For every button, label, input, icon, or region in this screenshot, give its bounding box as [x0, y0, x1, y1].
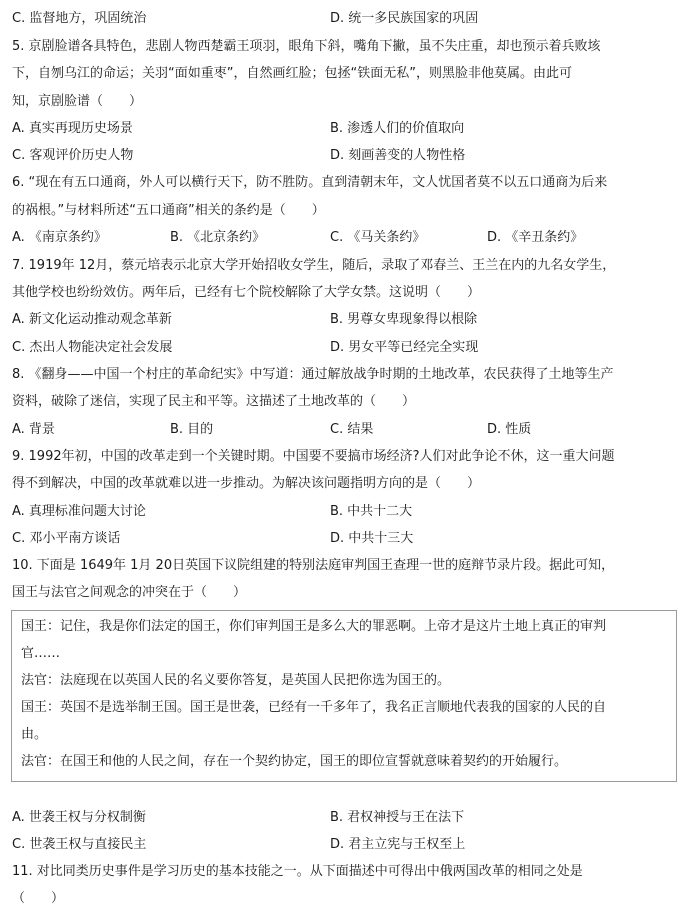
q7-stem-line-2: 其他学校也纷纷效仿。两年后，已经有七个院校解除了大学女禁。这说明（ ）: [12, 285, 481, 300]
q9-option-d[interactable]: D. 中共十三大: [330, 531, 414, 546]
q7-option-c[interactable]: C. 杰出人物能决定社会发展: [12, 340, 173, 355]
q10-stem-line-2: 国王与法官之间观念的冲突在于（ ）: [12, 585, 247, 600]
q4-option-c[interactable]: C. 监督地方，巩固统治: [12, 11, 147, 26]
q9-option-b[interactable]: B. 中共十二大: [330, 504, 413, 519]
dialogue-line-6: 法官：在国王和他的人民之间，存在一个契约协定，国王的即位宣誓就意味着契约的开始履行。: [21, 754, 568, 769]
q10-option-a[interactable]: A. 世袭王权与分权制衡: [12, 810, 146, 825]
q8-stem-line-1: 8. 《翻身——中国一个村庄的革命纪实》中写道：通过解放战争时期的土地改革，农民获得了土地等生产: [12, 367, 614, 382]
q5-option-c[interactable]: C. 客观评价历史人物: [12, 148, 134, 163]
q11-stem-line-2: （ ）: [12, 891, 65, 906]
q5-stem-line-3: 知，京剧脸谱（ ）: [12, 94, 143, 109]
q5-option-a[interactable]: A. 真实再现历史场景: [12, 121, 133, 136]
q6-option-d[interactable]: D. 《辛丑条约》: [487, 230, 584, 245]
q9-option-a[interactable]: A. 真理标准问题大讨论: [12, 504, 146, 519]
q10-option-c[interactable]: C. 世袭王权与直接民主: [12, 837, 147, 852]
dialogue-line-2: 官……: [21, 646, 61, 661]
q8-option-c[interactable]: C. 结果: [330, 422, 374, 437]
q6-option-a[interactable]: A. 《南京条约》: [12, 230, 107, 245]
q7-option-d[interactable]: D. 男女平等已经完全实现: [330, 340, 479, 355]
q8-stem-line-2: 资料，破除了迷信，实现了民主和平等。这描述了土地改革的（ ）: [12, 394, 416, 409]
dialogue-line-1: 国王：记住，我是你们法定的国王，你们审判国王是多么大的罪恶啊。上帝才是这片土地上真正的审判: [21, 619, 607, 634]
q5-option-b[interactable]: B. 渗透人们的价值取向: [330, 121, 465, 136]
dialogue-line-3: 法官：法庭现在以英国人民的名义要你答复，是英国人民把你选为国王的。: [21, 673, 451, 688]
q6-option-b[interactable]: B. 《北京条约》: [170, 230, 266, 245]
q10-option-d[interactable]: D. 君主立宪与王权至上: [330, 837, 466, 852]
q7-option-a[interactable]: A. 新文化运动推动观念革新: [12, 312, 172, 327]
q5-option-d[interactable]: D. 刻画善变的人物性格: [330, 148, 466, 163]
q8-option-a[interactable]: A. 背景: [12, 422, 55, 437]
q6-stem-line-2: 的祸根。”与材料所述“五口通商”相关的条约是（ ）: [12, 203, 325, 218]
q5-stem-line-1: 5. 京剧脸谱各具特色，悲剧人物西楚霸王项羽，眼角下斜，嘴角下撇，虽不失庄重，却也预示着兵败垓: [12, 39, 601, 54]
q8-option-d[interactable]: D. 性质: [487, 422, 532, 437]
q7-stem-line-1: 7. 1919年 12月，蔡元培表示北京大学开始招收女学生，随后，录取了邓春兰、王兰在内的九名女学生，: [12, 258, 616, 273]
q6-option-c[interactable]: C. 《马关条约》: [330, 230, 426, 245]
q8-option-b[interactable]: B. 目的: [170, 422, 214, 437]
q10-option-b[interactable]: B. 君权神授与王在法下: [330, 810, 465, 825]
dialogue-line-5: 由。: [21, 727, 48, 742]
q9-stem-line-2: 得不到解决，中国的改革就难以进一步推动。为解决该问题指明方向的是（ ）: [12, 476, 481, 491]
q6-stem-line-1: 6. “现在有五口通商，外人可以横行天下，防不胜防。直到清朝末年，文人忧国者莫不以五口通商为后来: [12, 175, 608, 190]
q7-option-b[interactable]: B. 男尊女卑现象得以根除: [330, 312, 478, 327]
q9-option-c[interactable]: C. 邓小平南方谈话: [12, 531, 121, 546]
q11-stem-line-1: 11. 对比同类历史事件是学习历史的基本技能之一。从下面描述中可得出中俄两国改革的相同之处是: [12, 864, 583, 879]
dialogue-line-4: 国王：英国不是选举制王国。国王是世袭，已经有一千多年了，我名正言顺地代表我的国家的人民的自: [21, 700, 607, 715]
q4-option-d[interactable]: D. 统一多民族国家的巩固: [330, 11, 479, 26]
q5-stem-line-2: 下，自刎乌江的命运；关羽“面如重枣”，自然画红脸；包拯“铁面无私”，则黑脸非他莫属。由此可: [12, 66, 572, 81]
q9-stem-line-1: 9. 1992年初，中国的改革走到一个关键时期。中国要不要搞市场经济?人们对此争论不休，这一重大问题: [12, 449, 615, 464]
q10-stem-line-1: 10. 下面是 1649年 1月 20日英国下议院组建的特别法庭审判国王查理一世的庭辩节录片段。据此可知，: [12, 558, 615, 573]
